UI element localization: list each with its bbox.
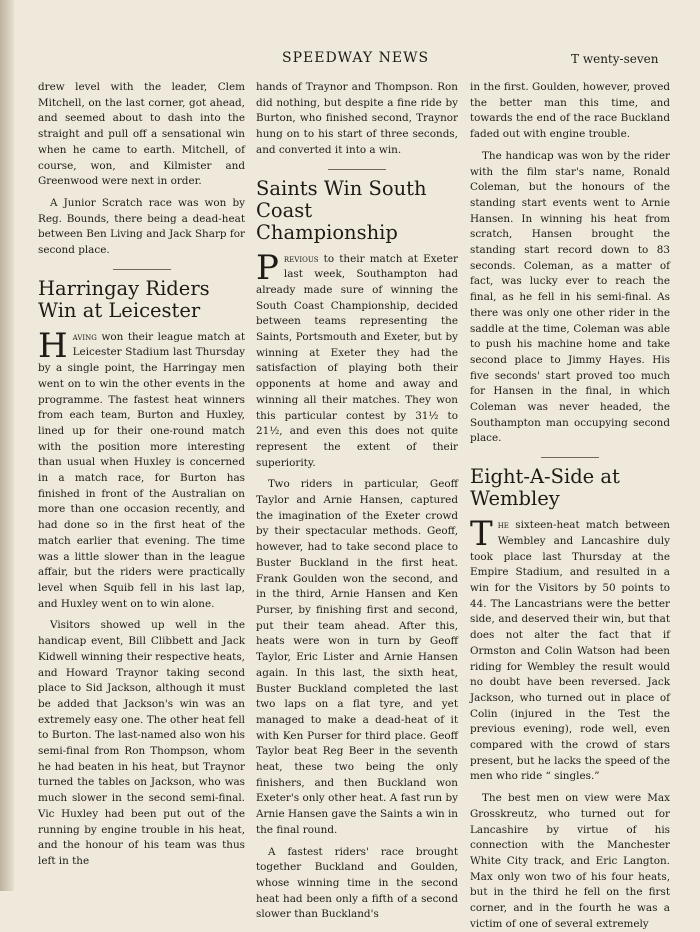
lead-paragraph — [38, 325, 245, 613]
drop-cap: P — [256, 247, 279, 288]
lead-paragraph — [256, 247, 458, 472]
section-divider — [541, 457, 599, 458]
article-heading: Eight-A-Side at Wembley — [470, 465, 620, 511]
section-divider — [328, 169, 386, 170]
paragraph: in the first. Goulden, however, proved the better man this time, and towards the end of the race Buckland faded out with engine trouble. — [470, 81, 670, 141]
page-number: T wenty-seven — [571, 52, 659, 66]
article-heading: Harringay Riders Win at Leicester — [38, 276, 210, 322]
article-heading: Saints Win South Coast Championship — [256, 176, 427, 244]
column-3 — [470, 80, 670, 930]
publication-title: SPEEDWAY NEWS — [282, 50, 430, 66]
lead-small-caps: aving — [72, 330, 97, 343]
page-edge-shadow — [0, 0, 14, 891]
lead-text: won their league match at Leicester Stadium last Thursday by a single point, the Harringay men went on to win the other events in the programme. The fastest heat winners from each team, Burton and Huxley, lined up for their one-round match with the position more interesting than usual when Huxley is concerned in a match race, for Burton has finished in front of the Australian on more than one occasion recently, and had done so in the first heat of the match earlier that evening. The time was a little slower than in the league affair, but the riders were practically level when Squib fell in his last lap, and Huxley went on to win alone. — [38, 330, 245, 610]
lead-paragraph — [470, 514, 670, 785]
paragraph: A fastest riders' race brought together Buckland and Goulden, whose winning time in the second heat had been only a fifth of a second slower than Buckland's — [256, 845, 458, 921]
paragraph: hands of Traynor and Thompson. Ron did nothing, but despite a fine ride by Burton, who finished second, Traynor hung on to his start of three seconds, and converted it into a win. — [256, 81, 458, 156]
paragraph: Two riders in particular, Geoff Taylor and Arnie Hansen, captured the imagination of the Exeter crowd by their spectacular methods. Geoff, however, had to take second place to Buster Buckland in the first heat. Frank Goulden won the second, and in the third, Arnie Hansen and Ken Purser, by finishing first and second, put their team ahead. After this, heats were won in turn by Geoff Taylor, Eric Lister and Arnie Hansen again. In this last, the sixth heat, Buster Buckland completed the last two laps on a flat tyre, and yet managed to make a dead-heat of it with Ken Purser for third place. Geoff Taylor beat Reg Beer in the seventh heat, these two being the only finishers, and then Buckland won Exeter's only other heat. A fast run by Arnie Hansen gave the Saints a win in the final round. — [256, 478, 458, 836]
column-1 — [38, 80, 245, 888]
drop-cap: H — [38, 325, 68, 366]
section-divider — [113, 269, 171, 270]
lead-small-caps: revious — [283, 252, 319, 265]
lead-text: sixteen-heat match between Wembley and Lancashire duly took place last Thursday at the Empire Stadium, and resulted in a win for the Visitors by 50 points to 44. The Lancastrians were the better side, and deserved their win, but that does not alter the fact that if Ormston and Colin Watson had been riding for Wembley the result would no doubt have been reversed. Jack Jackson, who turned out in place of Colin (injured in the Test the previous evening), rode well, even compared with the crowd of stars present, but he lacks the speed of the men who ride “ singles.” — [470, 519, 670, 783]
paragraph: drew level with the leader, Clem Mitchell, on the last corner, got ahead, and seemed about to dash into the straight and pull off a sensational win when he came to earth. Mitchell, of course, won, and Kilmister and Greenwood were next in order. — [38, 81, 245, 188]
paragraph: Visitors showed up well in the handicap event, Bill Clibbett and Jack Kidwell winning their respective heats, and Howard Traynor taking second place to Sid Jackson, although it must be added that Jackson's win was an extremely easy one. The other heat fell to Burton. The last-named also won his semi-final from Ron Thompson, whom he had beaten in his heat, but Traynor turned the tables on Jackson, who was much slower in the second semi-final. Vic Huxley had been put out of the running by engine trouble in his heat, and the honour of his team was thus left in the — [38, 619, 245, 867]
paragraph: The best men on view were Max Grosskreutz, who turned out for Lancashire by virtue of his connection with the Manchester White City track, and Eric Langton. Max only won two of his four heats, but in the third he fell on the first corner, and in the fourth he was a victim of one of several extremely — [470, 792, 670, 930]
column-2 — [256, 80, 458, 921]
paragraph: A Junior Scratch race was won by Reg. Bounds, there being a dead-heat between Ben Living and Jack Sharp for second place. — [38, 196, 245, 257]
page-header — [0, 50, 700, 70]
lead-small-caps: he — [497, 519, 509, 532]
drop-cap: T — [470, 514, 493, 555]
paragraph: The handicap was won by the rider with the film star's name, Ronald Coleman, but the honours of the standing start events went to Arnie Hansen. In winning his heat from scratch, Hansen brought the standing start record down to 83 seconds. Coleman, as a matter of fact, was lucky ever to reach the final, as he fell in his semi-final. As there was only one other rider in the saddle at the time, Coleman was able to push his machine home and take second place to Jimmy Hayes. His five seconds' start proved too much for Hansen in the final, in which Coleman was never headed, the Southampton man occupying second place. — [470, 149, 670, 445]
lead-text: to their match at Exeter last week, Southampton had already made sure of winning the South Coast Championship, decided between teams representing the Saints, Portsmouth and Exeter, but by winning at Exeter they had the satisfaction of playing both their opponents at home and away and winning all their matches. They won this particular contest by 31½ to 21½, and even this does not quite represent the extent of their superiority. — [256, 252, 458, 469]
